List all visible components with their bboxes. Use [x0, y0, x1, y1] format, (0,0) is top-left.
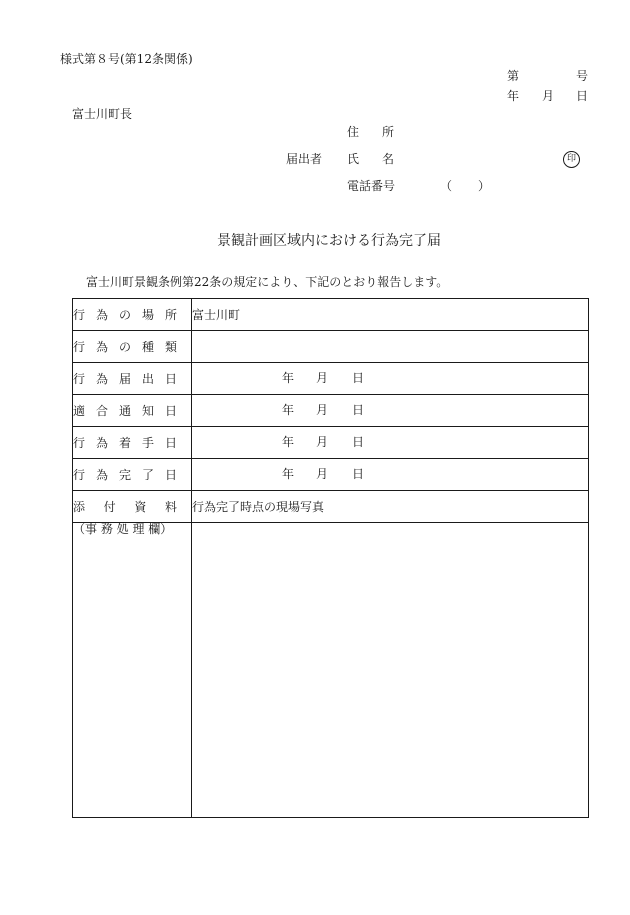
label-char: 日: [164, 403, 177, 418]
row-label: [73, 331, 192, 363]
row-label: [73, 459, 192, 491]
date-month-label: 月: [542, 89, 555, 103]
notification-date-value[interactable]: [192, 363, 589, 395]
table-row: [73, 363, 589, 395]
label-char: 行: [73, 307, 86, 322]
conformity-notice-date-value[interactable]: [192, 395, 589, 427]
month-label: 月: [316, 434, 329, 449]
month-label: 月: [316, 402, 329, 417]
label-char: 行: [73, 435, 86, 450]
label-char: 行: [73, 371, 86, 386]
year-label: 年: [282, 402, 295, 417]
label-char: 行: [73, 467, 86, 482]
table-row: [73, 299, 589, 331]
phone-close-paren: ）: [478, 179, 491, 193]
day-label: 日: [352, 370, 365, 385]
row-label: [73, 491, 192, 523]
row-label: [73, 427, 192, 459]
label-char: 為: [95, 339, 108, 354]
table-row: [73, 491, 589, 523]
table-row: [73, 523, 589, 818]
doc-number-suffix: 号: [576, 69, 589, 83]
label-char: 付: [103, 499, 116, 514]
month-label: 月: [316, 466, 329, 481]
name-label-1: 氏: [347, 152, 360, 166]
activity-type-value[interactable]: [192, 331, 589, 363]
row-label: [73, 363, 192, 395]
row-label: [73, 395, 192, 427]
label-char: 日: [164, 467, 177, 482]
document-title: 景観計画区域内における行為完了届: [217, 233, 441, 249]
label-char: 為: [95, 371, 108, 386]
table-row: [73, 427, 589, 459]
month-label: 月: [316, 370, 329, 385]
office-use-area[interactable]: [192, 523, 589, 818]
year-label: 年: [282, 466, 295, 481]
attachments-value[interactable]: 行為完了時点の現場写真: [192, 491, 589, 523]
completion-date-value[interactable]: [192, 459, 589, 491]
label-char: 料: [164, 499, 177, 514]
label-char: 出: [141, 371, 154, 386]
label-char: 知: [141, 403, 154, 418]
report-table: [72, 298, 589, 818]
table-row: [73, 331, 589, 363]
activity-location-value[interactable]: 富士川町: [192, 299, 589, 331]
date-day-label: 日: [576, 89, 589, 103]
seal-mark: 印: [563, 151, 580, 168]
phone-open-paren: （: [440, 179, 453, 193]
doc-number-prefix: 第: [507, 69, 520, 83]
label-char: 日: [164, 435, 177, 450]
label-char: 了: [141, 467, 154, 482]
row-label: [73, 299, 192, 331]
address-label-2: 所: [382, 125, 395, 139]
label-char: 適: [73, 403, 86, 418]
label-char: 為: [95, 307, 108, 322]
start-date-value[interactable]: [192, 427, 589, 459]
day-label: 日: [352, 466, 365, 481]
label-char: 場: [141, 307, 154, 322]
label-char: 類: [164, 339, 177, 354]
label-char: 所: [164, 307, 177, 322]
intro-text: 富士川町景観条例第22条の規定により、下記のとおり報告します。: [86, 275, 449, 289]
applicant-role-label: 届出者: [286, 152, 323, 166]
label-char: 届: [118, 371, 131, 386]
addressee: 富士川町長: [72, 107, 133, 121]
label-char: 完: [118, 467, 131, 482]
address-label-1: 住: [347, 125, 360, 139]
name-label-2: 名: [382, 152, 395, 166]
label-char: の: [118, 307, 131, 322]
label-char: 合: [95, 403, 108, 418]
label-char: 為: [95, 467, 108, 482]
label-char: 手: [141, 435, 154, 450]
label-char: 日: [164, 371, 177, 386]
office-use-label: （事 務 処 理 欄）: [73, 523, 192, 818]
day-label: 日: [352, 434, 365, 449]
label-char: の: [118, 339, 131, 354]
label-char: 行: [73, 339, 86, 354]
phone-label: 電話番号: [347, 179, 396, 193]
label-char: 為: [95, 435, 108, 450]
year-label: 年: [282, 370, 295, 385]
table-row: [73, 395, 589, 427]
label-char: 資: [134, 499, 147, 514]
form-number: 様式第８号(第12条関係): [60, 52, 193, 66]
label-char: 種: [141, 339, 154, 354]
day-label: 日: [352, 402, 365, 417]
label-char: 着: [118, 435, 131, 450]
label-char: 添: [73, 499, 86, 514]
date-year-label: 年: [507, 89, 520, 103]
table-row: [73, 459, 589, 491]
label-char: 通: [118, 403, 131, 418]
year-label: 年: [282, 434, 295, 449]
